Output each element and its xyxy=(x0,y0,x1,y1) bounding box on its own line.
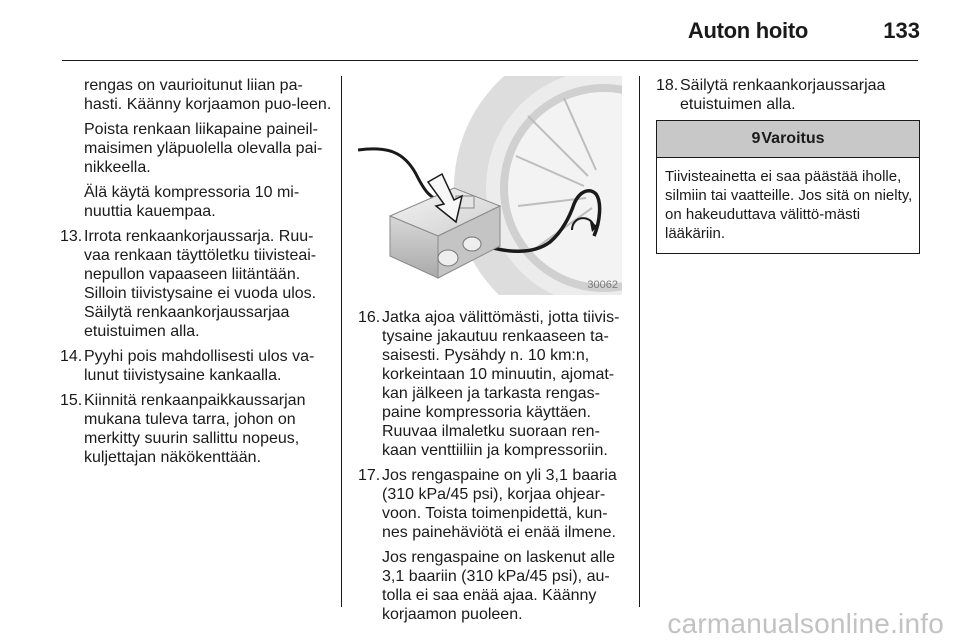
list-item-14 xyxy=(60,347,332,385)
item-text: Säilytä renkaankorjaussarjaa etuistuimen alla. xyxy=(680,77,886,113)
warning-box xyxy=(656,120,920,254)
item-number: 15. xyxy=(60,392,83,409)
page-header-title: Auton hoito xyxy=(687,18,808,43)
item-text: Pyyhi pois mahdollisesti ulos va-lunut tiivistysaine kankaalla. xyxy=(84,348,315,384)
list-item-17 xyxy=(358,466,630,624)
page-number: 133 xyxy=(883,18,920,43)
tire-shape xyxy=(454,76,622,295)
item-text: Jos rengaspaine on yli 3,1 baaria (310 kPa/45 psi), korjaa ohjear-voon. Toista toimenpidettä, kun-nes painehäviötä ei enää ilmene. xyxy=(382,467,617,541)
right-column xyxy=(656,76,918,120)
paragraph: Älä käytä kompressoria 10 mi-nuuttia kauempaa. xyxy=(84,184,300,220)
warning-title: Varoitus xyxy=(761,130,825,147)
column-divider-right xyxy=(639,76,640,607)
item-text: Kiinnitä renkaanpaikkaussarjan mukana tuleva tarra, johon on merkitty suurin sallittu nopeus, kuljettajan näkökenttään. xyxy=(84,392,306,466)
tire-compressor-illustration xyxy=(358,76,622,295)
warning-icon: 9 xyxy=(751,130,761,147)
warning-header xyxy=(657,121,919,158)
warning-text: Tiivisteainetta ei saa päästää iholle, silmiin tai vaatteille. Jos sitä on nielty, on hakeuduttava välittö-mästi lääkäriin. xyxy=(665,168,913,242)
item-number: 14. xyxy=(60,348,83,365)
middle-column xyxy=(358,308,630,630)
item-number: 13. xyxy=(60,228,83,245)
list-item-16 xyxy=(358,308,630,460)
left-column xyxy=(60,76,332,473)
item-text: Irrota renkaankorjaussarja. Ruu-vaa renkaan täyttöletku tiivisteai-nepullon vapaaseen liitäntään. Silloin tiivistysaine ei vuoda ulos. Säilytä renkaankorjaussarjaa etuistuimen alla. xyxy=(84,228,317,340)
item-number: 17. xyxy=(358,467,381,484)
figure-code: 30062 xyxy=(587,279,618,291)
paragraph: rengas on vaurioitunut liian pa-hasti. Käänny korjaamon puo-leen. xyxy=(84,77,332,113)
list-item-13 xyxy=(60,227,332,341)
power-cable xyxy=(358,149,446,202)
list-item-15 xyxy=(60,391,332,467)
watermark: carmanualsonline.info xyxy=(667,608,944,639)
item-text: Jatka ajoa välittömästi, jotta tiivis-tysaine jakautuu renkaaseen ta-saisesti. Pysähdy n. 10 km:n, korkeintaan 10 minuutin, ajomat-kan jälkeen ja tarkasta rengas-paine kompressoria käyttäen. Ruuvaa ilmaletku suoraan ren-kaan venttiiliin ja kompressoriin. xyxy=(382,309,620,459)
column-divider-left xyxy=(341,76,342,607)
item-number: 16. xyxy=(358,309,381,326)
item-text: Jos rengaspaine on laskenut alle 3,1 baariin (310 kPa/45 psi), au-tolla ei saa enää ajaa. Käänny korjaamon puoleen. xyxy=(382,549,616,623)
header-rule xyxy=(62,60,918,61)
illustration-svg xyxy=(358,76,622,295)
list-item-18 xyxy=(656,76,918,114)
item-number: 18. xyxy=(656,77,679,94)
paragraph: Poista renkaan liikapaine paineil-maisimen yläpuolella olevalla pai-nikkeella. xyxy=(84,121,323,176)
